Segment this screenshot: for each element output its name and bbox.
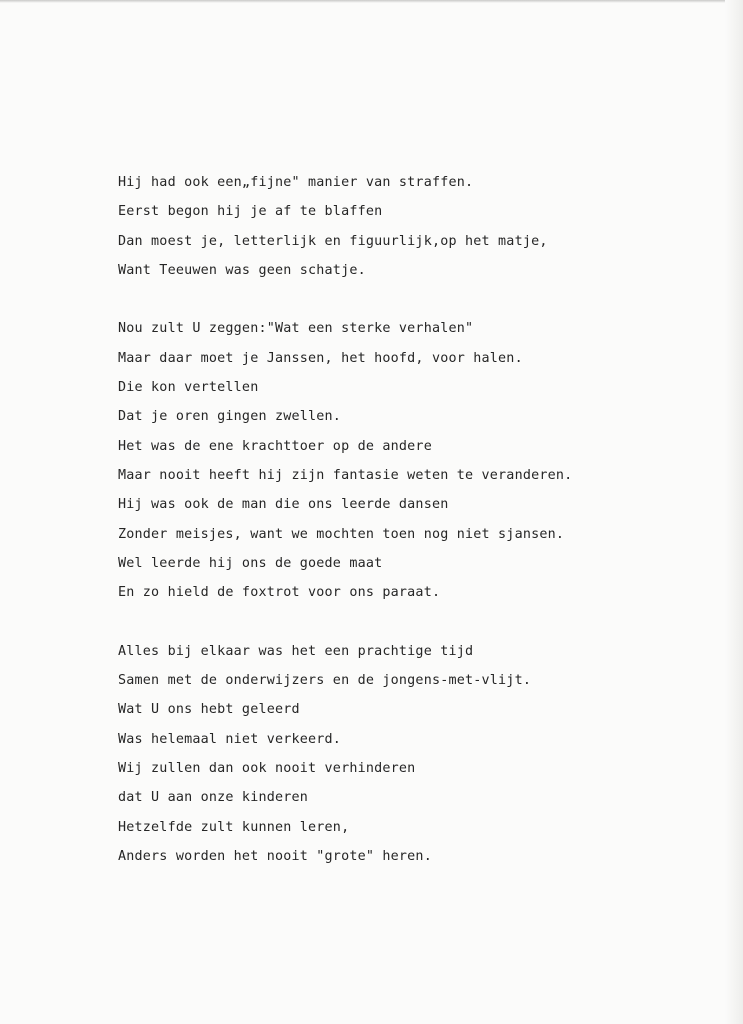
stanza-1 <box>118 168 572 285</box>
stanza-2 <box>118 314 572 607</box>
poem-line: Wat U ons hebt geleerd <box>118 702 300 718</box>
poem-line: Alles bij elkaar was het een prachtige tijd <box>118 643 474 659</box>
poem-line: Het was de ene krachttoer op de andere <box>118 438 432 454</box>
poem-line: Want Teeuwen was geen schatje. <box>118 262 366 278</box>
page-top-edge <box>0 0 743 3</box>
poem-text <box>118 168 572 871</box>
page-right-edge <box>725 0 743 1024</box>
stanza-break <box>118 607 572 636</box>
poem-line: dat U aan onze kinderen <box>118 790 309 806</box>
poem-line: Hetzelfde zult kunnen leren, <box>118 819 350 835</box>
poem-line: Nou zult U zeggen:"Wat een sterke verhalen" <box>118 321 474 337</box>
poem-line: En zo hield de foxtrot voor ons paraat. <box>118 585 441 601</box>
poem-line: Samen met de onderwijzers en de jongens-met-vlijt. <box>118 673 532 689</box>
poem-line: Hij had ook een„fijne" manier van straffen. <box>118 175 474 190</box>
poem-line: Maar daar moet je Janssen, het hoofd, voor halen. <box>118 350 523 366</box>
poem-line: Was helemaal niet verkeerd. <box>118 731 342 747</box>
poem-line: Dat je oren gingen zwellen. <box>118 409 342 425</box>
stanza-break <box>118 285 572 314</box>
poem-line: Wel leerde hij ons de goede maat <box>118 555 383 571</box>
poem-line: Maar nooit heeft hij zijn fantasie weten te veranderen. <box>118 467 573 483</box>
stanza-3 <box>118 637 572 871</box>
poem-line: Eerst begon hij je af te blaffen <box>118 204 383 220</box>
poem-line: Die kon vertellen <box>118 380 259 396</box>
poem-line: Anders worden het nooit "grote" heren. <box>118 848 432 864</box>
poem-line: Wij zullen dan ook nooit verhinderen <box>118 760 416 776</box>
poem-line: Dan moest je, letterlijk en figuurlijk,op het matje, <box>118 233 548 249</box>
poem-line: Zonder meisjes, want we mochten toen nog niet sjansen. <box>118 526 565 542</box>
poem-line: Hij was ook de man die ons leerde dansen <box>118 497 449 513</box>
